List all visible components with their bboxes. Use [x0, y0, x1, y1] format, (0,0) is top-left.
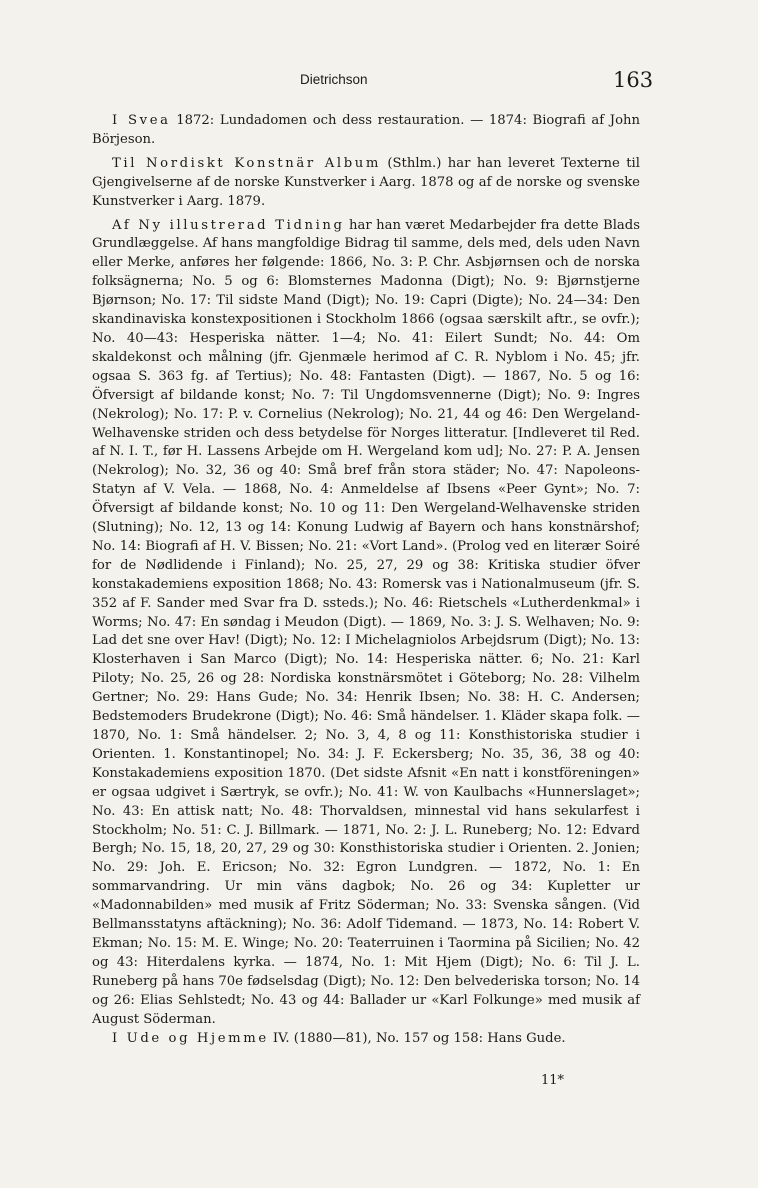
paragraph-text: 1872: Lundadomen och dess restauration. — 1874: Biografi af John Börjeson. — [92, 113, 640, 147]
paragraph-text: (Sthlm.) har han leveret Texterne til Gjengivelserne af de norske Kunstverker i Aarg. 1878 og af de norske og svenske Kunstverker i Aarg. 1879. — [92, 155, 640, 209]
running-head — [0, 70, 758, 100]
body-text — [92, 112, 640, 1048]
paragraph-lead: I Ude og Hjemme — [112, 1030, 269, 1046]
paragraph-text: IV. (1880—81), No. 157 og 158: Hans Gude. — [268, 1030, 566, 1046]
page-number: 163 — [613, 68, 654, 92]
paragraph-lead: Til Nordiskt Konstnär Album — [112, 155, 381, 171]
paragraph-lead: Af Ny illustrerad Tidning — [112, 217, 345, 233]
paragraph-ude-og-hjemme — [92, 1030, 640, 1049]
paragraph-nordiskt-album — [92, 155, 640, 212]
paragraph-text: har han været Medarbejder fra dette Blads Grundlæggelse. Af hans mangfoldige Bidrag til samme, dels med, dels uden Navn eller Merke, anføres her følgende: 1866, No. 3: P. Chr. Asbjørnsen och de norska folksägnerna; No. 5 og 6: Blomsternes Madonna (Digt); No. 9: Bjørnstjerne Bjørnson; No. 17: Til sidste Mand (Digt); No. 19: Capri (Digte); No. 24—34: Den skandinaviska konstexpositionen i Stockholm 1866 (ogsaa særskilt aftr., se ovfr.); No. 40—43: Hesperiska nätter. 1—4; No. 41: Eilert Sundt; No. 44: Om skaldekonst och målning (jfr. Gjenmæle herimod af C. R. Nyblom i No. 45; jfr. ogsaa S. 363 fg. af Tertius); No. 48: Fantasten (Digt). — 1867, No. 5 og 16: Öfversigt af bildande konst; No. 7: Til Ungdomsvennerne (Digt); No. 9: Ingres (Nekrolog); No. 17: P. v. Cornelius (Nekrolog); No. 21, 44 og 46: Den Wergeland-Welhavenske striden och dess betydelse för Norges litteratur. [Indleveret til Red. af N. I. T., før H. Lassens Arbejde om H. Wergeland kom ud]; No. 27: P. A. Jensen (Nekrolog); No. 32, 36 og 40: Små bref från stora städer; No. 47: Napoleons-Statyn af V. Vela. — 1868, No. 4: Anmeldelse af Ibsens «Peer Gynt»; No. 7: Öfversigt af bildande konst; No. 10 og 11: Den Wergeland-Welhavenske striden (Slutning); No. 12, 13 og 14: Konung Ludwig af Bayern och hans konstnärshof; No. 14: Biografi af H. V. Bissen; No. 21: «Vort Land». (Prolog ved en literær Soiré for de Nødlidende i Finland); No. 25, 27, 29 og 38: Kritiska studier öfver konstakademiens exposition 1868; No. 43: Romersk vas i Nationalmuseum (jfr. S. 352 af F. Sander med Svar fra D. ssteds.); No. 46: Rietschels «Lutherdenkmal» i Worms; No. 47: En søndag i Meudon (Digt). — 1869, No. 3: J. S. Welhaven; No. 9: Lad det sne over Hav! (Digt); No. 12: I Michelagniolos Arbejdsrum (Digt); No. 13: Klosterhaven i San Marco (Digt); No. 14: Hesperiska nätter. 6; No. 21: Karl Piloty; No. 25, 26 og 28: Nordiska konstnärsmötet i Göteborg; No. 28: Vilhelm Gertner; No. 29: Hans Gude; No. 34: Henrik Ibsen; No. 38: H. C. Andersen; Bedstemoders Brudekrone (Digt); No. 46: Små händelser. 1. Kläder skapa folk. — 1870, No. 1: Små händelser. 2; No. 3, 4, 8 og 11: Konsthistoriska studier i Orienten. 1. Konstantinopel; No. 34: J. F. Eckersberg; No. 35, 36, 38 og 40: Konstakademiens exposition 1870. (Det sidste Afsnit «En natt i konstföreningen» er ogsaa udgivet i Særtryk, se ovfr.); No. 41: W. von Kaulbachs «Hunnerslaget»; No. 43: En attisk natt; No. 48: Thorvaldsen, minnestal vid hans sekularfest i Stockholm; No. 51: C. J. Billmark. — 1871, No. 2: J. L. Runeberg; No. 12: Edvard Bergh; No. 15, 18, 20, 27, 29 og 30: Konsthistoriska studier i Orienten. 2. Jonien; No. 29: Joh. E. Ericson; No. 32: Egron Lundgren. — 1872, No. 1: En sommarvandring. Ur min väns dagbok; No. 26 og 34: Kupletter ur «Madonnabilden» med musik af Fritz Söderman; No. 33: Svenska sången. (Vid Bellmansstatyns aftäckning); No. 36: Adolf Tidemand. — 1873, No. 14: Robert V. Ekman; No. 15: M. E. Winge; No. 20: Teaterruinen i Taormina på Sicilien; No. 42 og 43: Hiterdalens kyrka. — 1874, No. 1: Mit Hjem (Digt); No. 6: Til J. L. Runeberg på hans 70e fødselsdag (Digt); No. 12: Den belvederiska torson; No. 14 og 26: Elias Sehlstedt; No. 43 og 44: Ballader ur «Karl Folkunge» med musik af August Söderman. — [92, 217, 641, 1027]
paragraph-svea — [92, 112, 640, 150]
running-head-title: Dietrichson — [300, 72, 368, 87]
paragraph-ny-illustrerad-tidning — [92, 217, 640, 1030]
paragraph-lead: I Svea — [112, 113, 171, 128]
signature-mark: 11* — [541, 1073, 565, 1088]
